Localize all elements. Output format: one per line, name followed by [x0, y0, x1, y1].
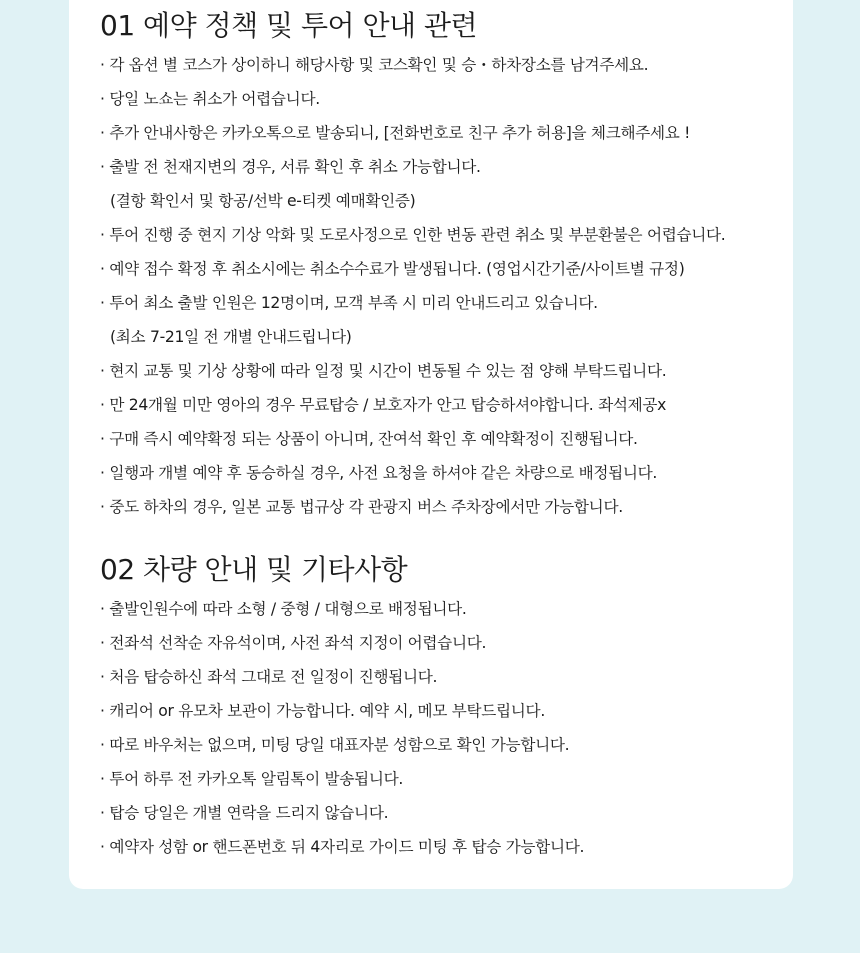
- list-item: · 예약 접수 확정 후 취소시에는 취소수수료가 발생됩니다. (영업시간기준/사이트별 규정): [100, 260, 685, 278]
- list-item: · 처음 탑승하신 좌석 그대로 전 일정이 진행됩니다.: [100, 668, 438, 686]
- content-card: [69, 0, 793, 889]
- list-item: · 각 옵션 별 코스가 상이하니 해당사항 및 코스확인 및 승・하차장소를 남겨주세요.: [100, 56, 649, 74]
- list-item: · 캐리어 or 유모차 보관이 가능합니다. 예약 시, 메모 부탁드립니다.: [100, 702, 545, 720]
- section-reservation-policy: [100, 4, 783, 524]
- list-item: · 투어 최소 출발 인원은 12명이며, 모객 부족 시 미리 안내드리고 있습니다.: [100, 294, 598, 312]
- section-vehicle-info: [100, 548, 783, 864]
- list-item: · 출발 전 천재지변의 경우, 서류 확인 후 취소 가능합니다.: [100, 158, 481, 176]
- section-title: 02 차량 안내 및 기타사항: [100, 553, 408, 586]
- list-item: · 중도 하차의 경우, 일본 교통 법규상 각 관광지 버스 주차장에서만 가능합니다.: [100, 498, 623, 516]
- list-item: · 탑승 당일은 개별 연락을 드리지 않습니다.: [100, 804, 389, 822]
- list-item: · 추가 안내사항은 카카오톡으로 발송되니, [전화번호로 친구 추가 허용]을 체크해주세요 !: [100, 124, 691, 142]
- list-item: · 투어 진행 중 현지 기상 악화 및 도로사정으로 인한 변동 관련 취소 및 부분환불은 어렵습니다.: [100, 226, 726, 244]
- list-item: · 전좌석 선착순 자유석이며, 사전 좌석 지정이 어렵습니다.: [100, 634, 487, 652]
- list-item: · 구매 즉시 예약확정 되는 상품이 아니며, 잔여석 확인 후 예약확정이 진행됩니다.: [100, 430, 638, 448]
- list-item-note: (결항 확인서 및 항공/선박 e-티켓 예매확인증): [110, 192, 416, 210]
- list-item: · 당일 노쇼는 취소가 어렵습니다.: [100, 90, 320, 108]
- list-item: · 따로 바우처는 없으며, 미팅 당일 대표자분 성함으로 확인 가능합니다.: [100, 736, 570, 754]
- list-item: · 만 24개월 미만 영아의 경우 무료탑승 / 보호자가 안고 탑승하셔야합니다. 좌석제공x: [100, 396, 667, 414]
- list-item: · 출발인원수에 따라 소형 / 중형 / 대형으로 배정됩니다.: [100, 600, 467, 618]
- policy-list: [100, 48, 783, 524]
- list-item-note: (최소 7-21일 전 개별 안내드립니다): [110, 328, 352, 346]
- list-item: · 투어 하루 전 카카오톡 알림톡이 발송됩니다.: [100, 770, 403, 788]
- list-item: · 현지 교통 및 기상 상황에 따라 일정 및 시간이 변동될 수 있는 점 양해 부탁드립니다.: [100, 362, 667, 380]
- list-item: · 예약자 성함 or 핸드폰번호 뒤 4자리로 가이드 미팅 후 탑승 가능합니다.: [100, 838, 585, 856]
- section-title: 01 예약 정책 및 투어 안내 관련: [100, 9, 478, 42]
- vehicle-info-list: [100, 592, 783, 864]
- list-item: · 일행과 개별 예약 후 동승하실 경우, 사전 요청을 하셔야 같은 차량으로 배정됩니다.: [100, 464, 658, 482]
